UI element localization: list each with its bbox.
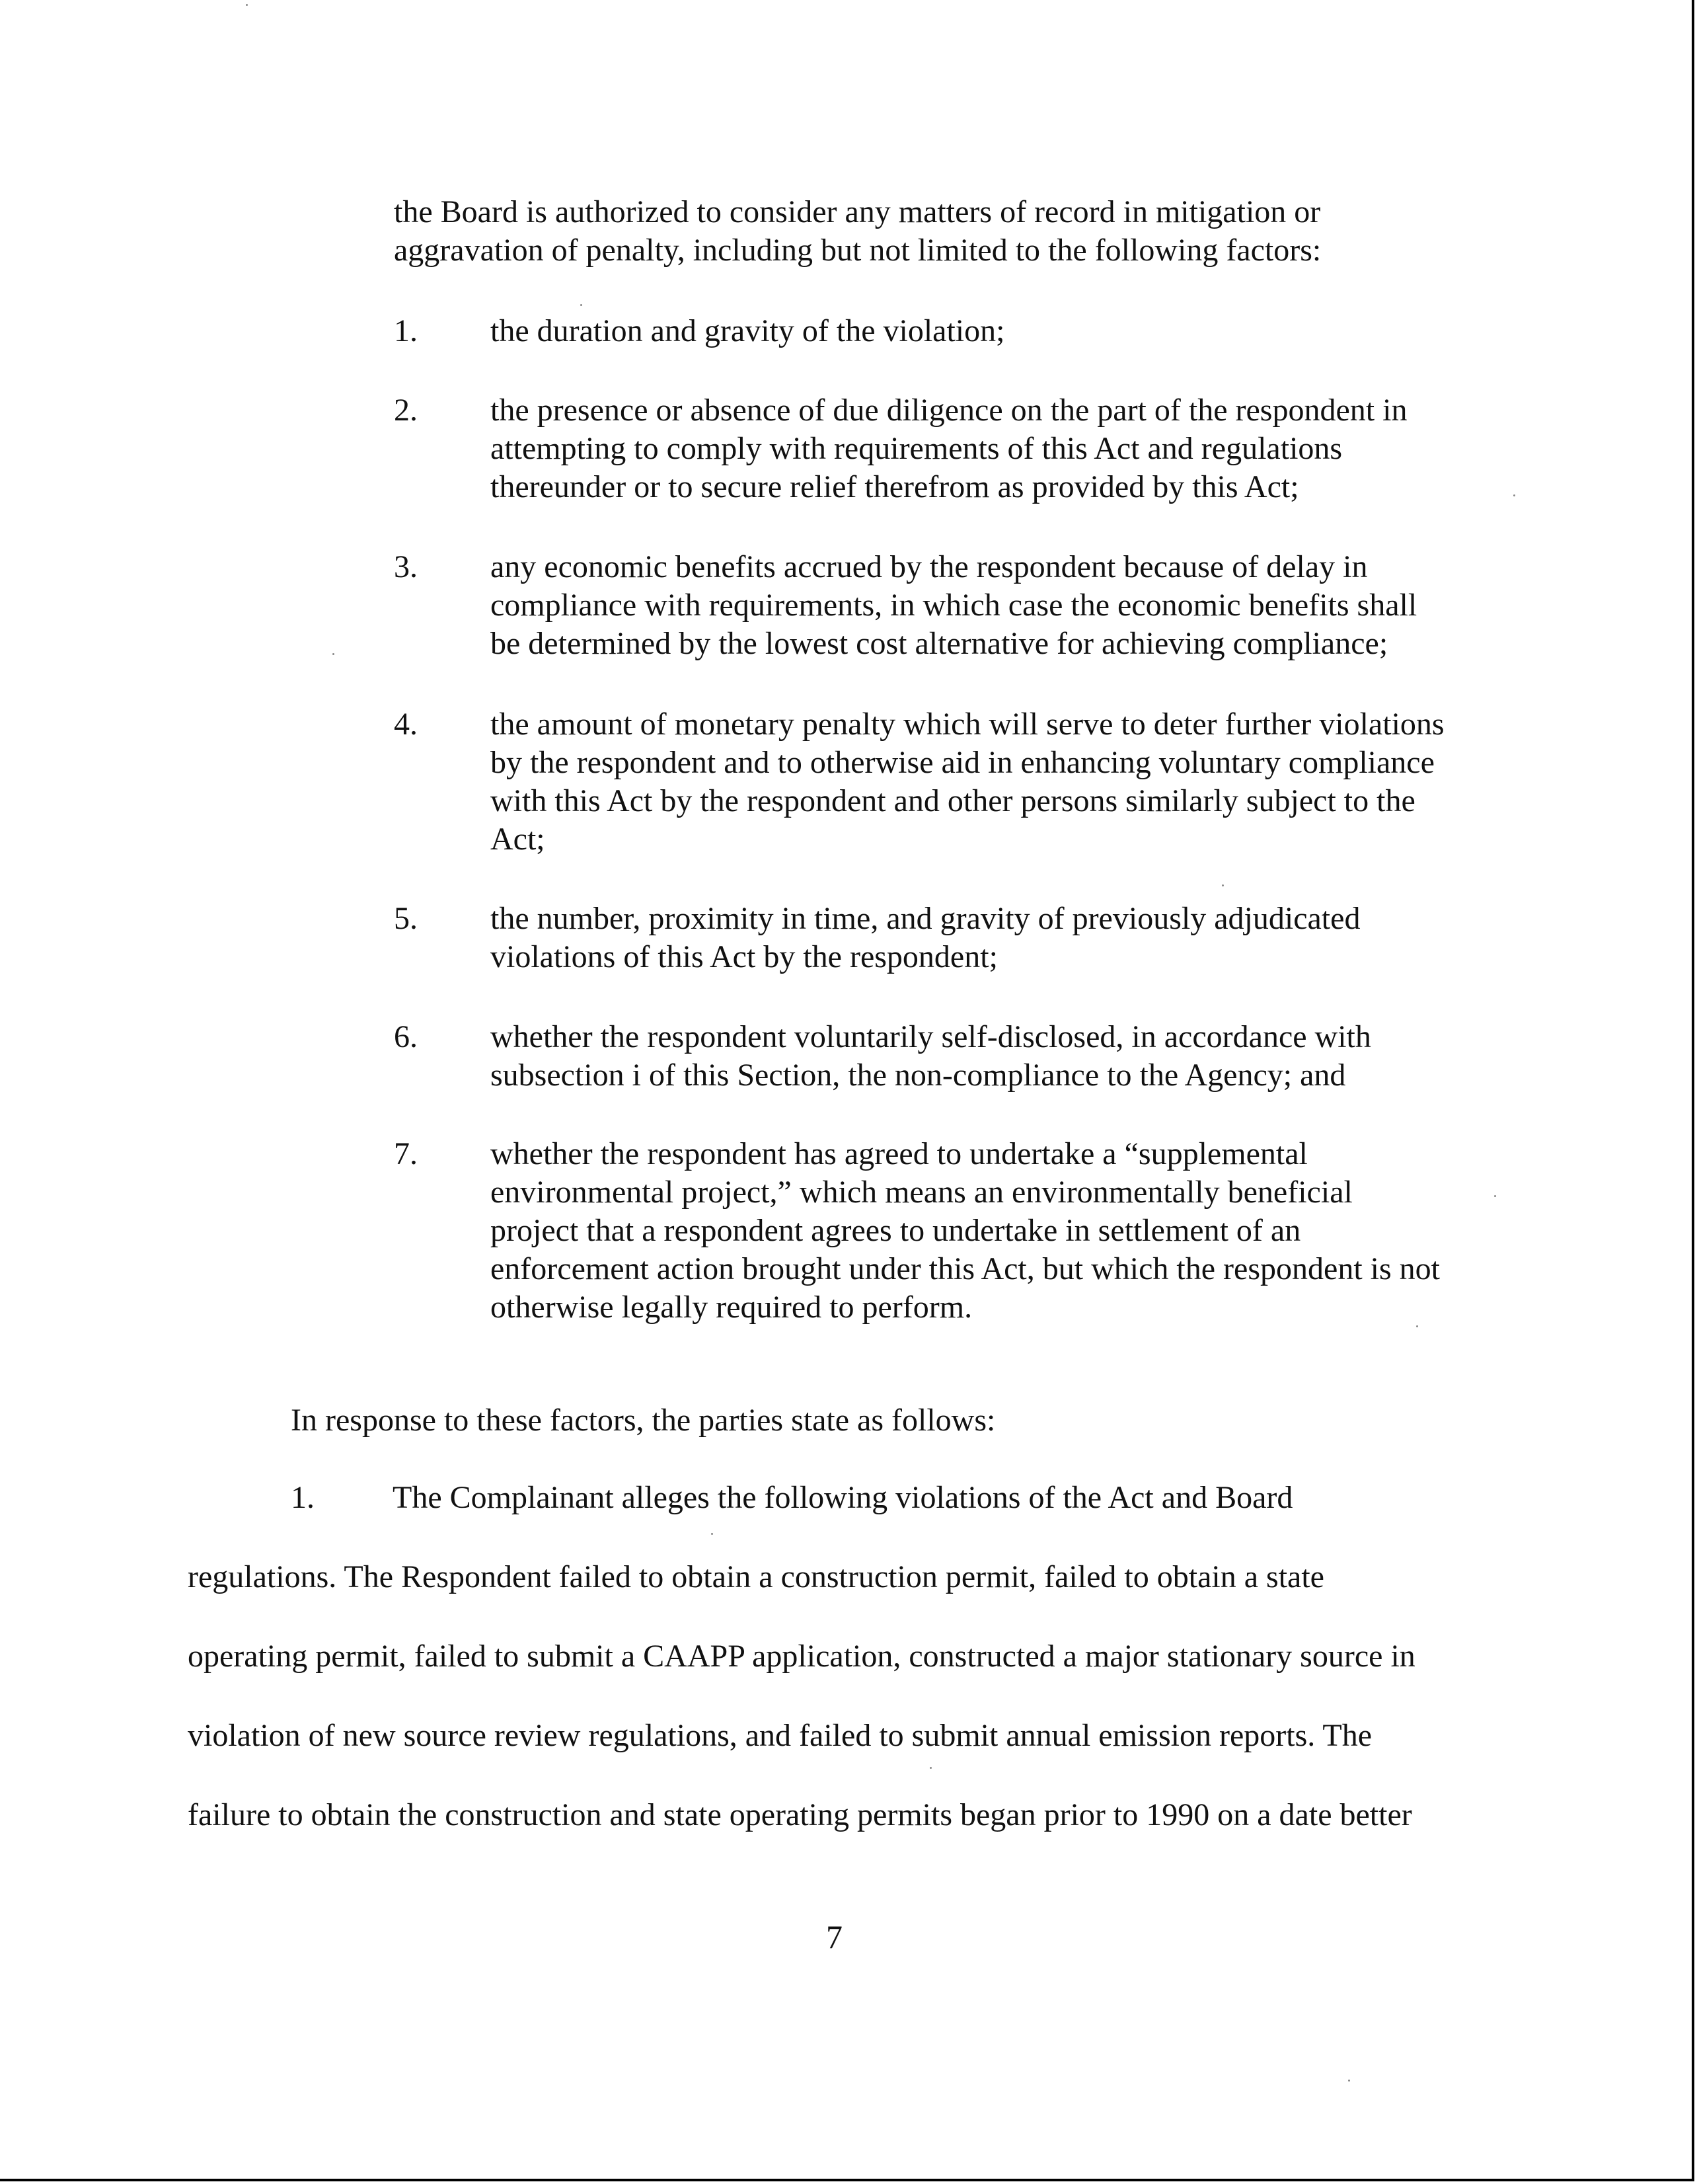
factor-line: project that a respondent agrees to undertake in settlement of an — [490, 1213, 1301, 1248]
paragraph-line: operating permit, failed to submit a CAAPP application, constructed a major stationary source in — [188, 1639, 1415, 1674]
factor-line: compliance with requirements, in which case the economic benefits shall — [490, 588, 1417, 623]
factor-text — [490, 705, 1445, 859]
factor-line: attempting to comply with requirements of this Act and regulations — [490, 431, 1343, 466]
factor-line: subsection i of this Section, the non-compliance to the Agency; and — [490, 1058, 1346, 1093]
paragraph-line: failure to obtain the construction and state operating permits began prior to 1990 on a date better — [188, 1797, 1412, 1832]
paragraph-line: regulations. The Respondent failed to obtain a construction permit, failed to obtain a state — [188, 1559, 1324, 1594]
scan-speck — [332, 653, 334, 655]
factor-number: 6. — [394, 1019, 418, 1054]
scan-speck — [246, 4, 248, 6]
scan-speck — [1494, 1195, 1496, 1197]
factor-line: with this Act by the respondent and other persons similarly subject to the — [490, 783, 1415, 818]
factor-number: 5. — [394, 901, 418, 936]
factor-line: whether the respondent has agreed to undertake a “supplemental — [490, 1136, 1308, 1171]
factor-line: be determined by the lowest cost alternative for achieving compliance; — [490, 626, 1388, 661]
paragraph-line: violation of new source review regulations, and failed to submit annual emission reports. The — [188, 1718, 1373, 1753]
scan-speck — [930, 1767, 932, 1769]
factor-number: 7. — [394, 1136, 418, 1171]
factor-line: the presence or absence of due diligence on the part of the respondent in — [490, 393, 1408, 428]
factor-line: by the respondent and to otherwise aid in enhancing voluntary compliance — [490, 745, 1435, 780]
page-number: 7 — [826, 1918, 843, 1955]
factor-text — [490, 391, 1407, 506]
intro-line: the Board is authorized to consider any matters of record in mitigation or — [394, 194, 1321, 229]
factor-line: the amount of monetary penalty which will serve to deter further violations — [490, 707, 1445, 742]
factor-line: the number, proximity in time, and gravity of previously adjudicated — [490, 901, 1361, 936]
factor-line: thereunder or to secure relief therefrom as provided by this Act; — [490, 469, 1299, 504]
factor-text — [490, 1135, 1440, 1327]
paragraph-number: 1. — [291, 1480, 315, 1515]
factor-number: 4. — [394, 707, 418, 742]
factor-line: violations of this Act by the respondent; — [490, 939, 998, 974]
response-intro: In response to these factors, the parties state as follows: — [291, 1403, 996, 1438]
scan-speck — [1416, 1325, 1418, 1327]
scan-speck — [1348, 2080, 1350, 2082]
factor-line: whether the respondent voluntarily self-disclosed, in accordance with — [490, 1019, 1371, 1054]
intro-paragraph — [394, 193, 1517, 270]
factor-line: any economic benefits accrued by the respondent because of delay in — [490, 549, 1368, 584]
factor-number: 3. — [394, 549, 418, 584]
factor-text — [490, 548, 1417, 663]
factor-number: 1. — [394, 313, 418, 348]
intro-line: aggravation of penalty, including but not limited to the following factors: — [394, 233, 1322, 268]
factor-line: enforcement action brought under this Act, but which the respondent is not — [490, 1251, 1440, 1286]
scan-speck — [580, 304, 582, 306]
factor-text — [490, 312, 1004, 350]
factor-line: the duration and gravity of the violation; — [490, 313, 1005, 348]
factor-line: environmental project,” which means an environmentally beneficial — [490, 1175, 1353, 1210]
scan-speck — [1513, 494, 1515, 496]
paragraph-first-line: The Complainant alleges the following violations of the Act and Board — [393, 1480, 1293, 1515]
scan-speck — [711, 1533, 713, 1535]
scan-speck — [1222, 884, 1224, 886]
factor-line: otherwise legally required to perform. — [490, 1290, 973, 1325]
factor-text — [490, 900, 1360, 976]
factor-text — [490, 1018, 1371, 1095]
factor-line: Act; — [490, 822, 545, 857]
factor-number: 2. — [394, 393, 418, 428]
